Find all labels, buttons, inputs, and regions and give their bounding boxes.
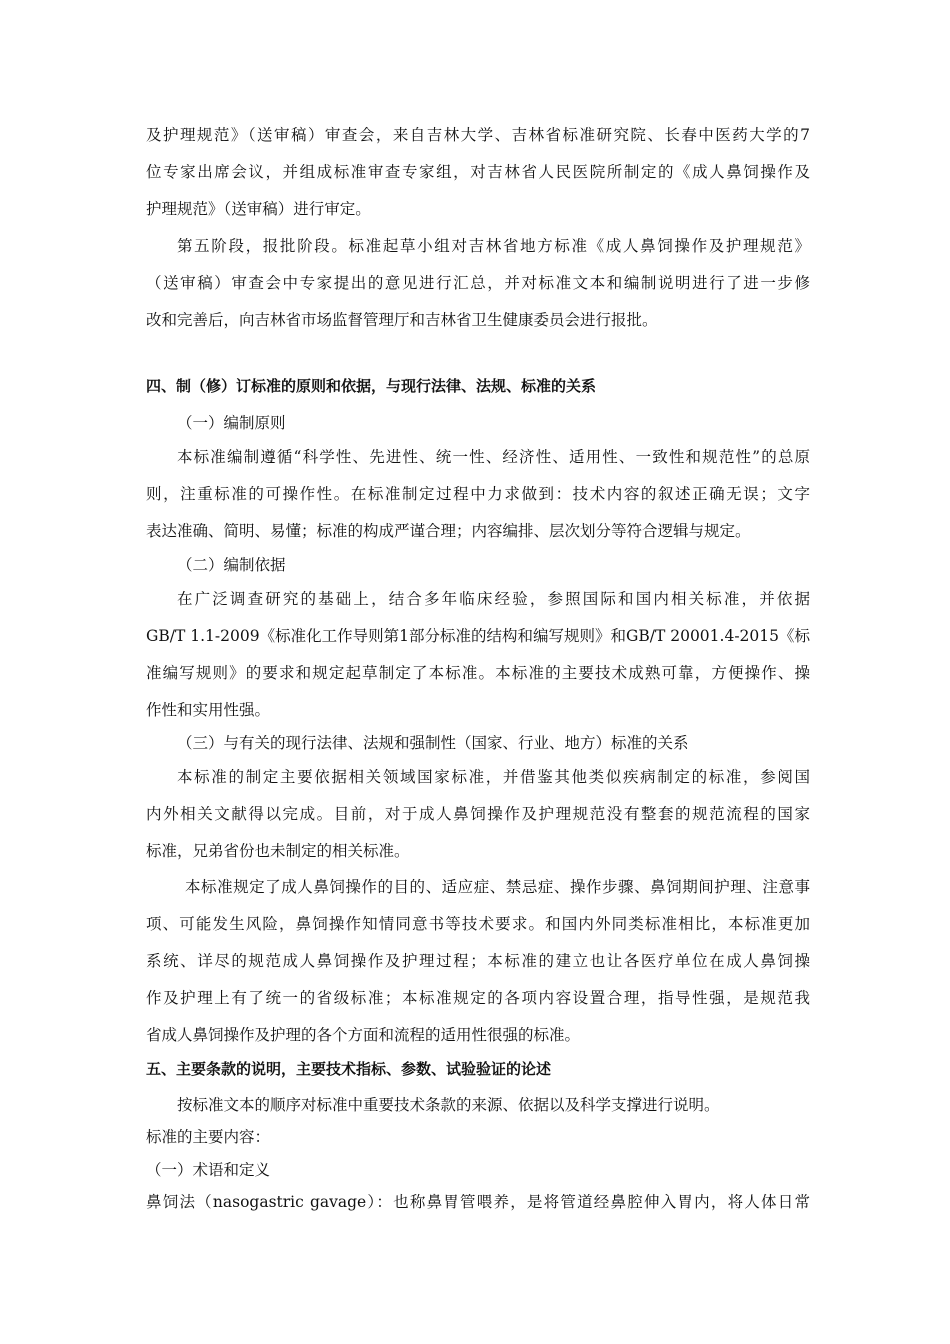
paragraph-line: 作性和实用性强。 bbox=[146, 701, 271, 719]
paragraph-line: 省成人鼻饲操作及护理的各个方面和流程的适用性很强的标准。 bbox=[146, 1026, 581, 1044]
section-heading: 四、制（修）订标准的原则和依据，与现行法律、法规、标准的关系 bbox=[146, 377, 597, 395]
paragraph-line: GB/T 1.1-2009《标准化工作导则第1部分标准的结构和编写规则》和GB/T 20001.4-2015《标 bbox=[146, 627, 810, 645]
subsection-title: （三）与有关的现行法律、法规和强制性（国家、行业、地方）标准的关系 bbox=[177, 734, 689, 752]
paragraph-line: 改和完善后，向吉林省市场监督管理厅和吉林省卫生健康委员会进行报批。 bbox=[146, 311, 658, 329]
section-heading: 五、主要条款的说明，主要技术指标、参数、试验验证的论述 bbox=[146, 1060, 552, 1078]
subsection-title: （一）术语和定义 bbox=[146, 1161, 271, 1179]
paragraph-line: 则，注重标准的可操作性。在标准制定过程中力求做到：技术内容的叙述正确无误；文字 bbox=[146, 485, 810, 503]
subsection-title: （二）编制依据 bbox=[177, 556, 286, 574]
paragraph-line: 表达准确、简明、易懂；标准的构成严谨合理；内容编排、层次划分等符合逻辑与规定。 bbox=[146, 522, 751, 540]
subsection-title: （一）编制原则 bbox=[177, 414, 286, 432]
paragraph-line: 护理规范》（送审稿）进行审定。 bbox=[146, 200, 371, 218]
paragraph-line: 在广泛调查研究的基础上，结合多年临床经验，参照国际和国内相关标准，并依据 bbox=[177, 590, 810, 608]
paragraph-line: 项、可能发生风险，鼻饲操作知情同意书等技术要求。和国内外同类标准相比，本标准更加 bbox=[146, 915, 810, 933]
paragraph-line: 标准的主要内容： bbox=[146, 1128, 271, 1146]
paragraph-line: 本标准的制定主要依据相关领域国家标准，并借鉴其他类似疾病制定的标准，参阅国 bbox=[177, 768, 810, 786]
paragraph-line: 按标准文本的顺序对标准中重要技术条款的来源、依据以及科学支撑进行说明。 bbox=[177, 1096, 720, 1114]
paragraph-line: 系统、详尽的规范成人鼻饲操作及护理过程；本标准的建立也让各医疗单位在成人鼻饲操 bbox=[146, 952, 810, 970]
paragraph-line: 本标准编制遵循“科学性、先进性、统一性、经济性、适用性、一致性和规范性”的总原 bbox=[177, 448, 810, 466]
paragraph-line: 及护理规范》（送审稿）审查会，来自吉林大学、吉林省标准研究院、长春中医药大学的7 bbox=[146, 126, 810, 144]
paragraph-line: 标准，兄弟省份也未制定的相关标准。 bbox=[146, 842, 410, 860]
paragraph-line: 鼻饲法（nasogastric gavage）：也称鼻胃管喂养，是将管道经鼻腔伸入胃内，将人体日常 bbox=[146, 1193, 810, 1211]
paragraph-line: 第五阶段，报批阶段。标准起草小组对吉林省地方标准《成人鼻饲操作及护理规范》 bbox=[177, 237, 810, 255]
paragraph-line: （送审稿）审查会中专家提出的意见进行汇总，并对标准文本和编制说明进行了进一步修 bbox=[146, 274, 810, 292]
paragraph-line: 本标准规定了成人鼻饲操作的目的、适应症、禁忌症、操作步骤、鼻饲期间护理、注意事 bbox=[185, 878, 810, 896]
paragraph-line: 准编写规则》的要求和规定起草制定了本标准。本标准的主要技术成熟可靠，方便操作、操 bbox=[146, 664, 810, 682]
paragraph-line: 作及护理上有了统一的省级标准；本标准规定的各项内容设置合理，指导性强，是规范我 bbox=[146, 989, 810, 1007]
paragraph-line: 位专家出席会议，并组成标准审查专家组，对吉林省人民医院所制定的《成人鼻饲操作及 bbox=[146, 163, 810, 181]
paragraph-line: 内外相关文献得以完成。目前，对于成人鼻饲操作及护理规范没有整套的规范流程的国家 bbox=[146, 805, 810, 823]
